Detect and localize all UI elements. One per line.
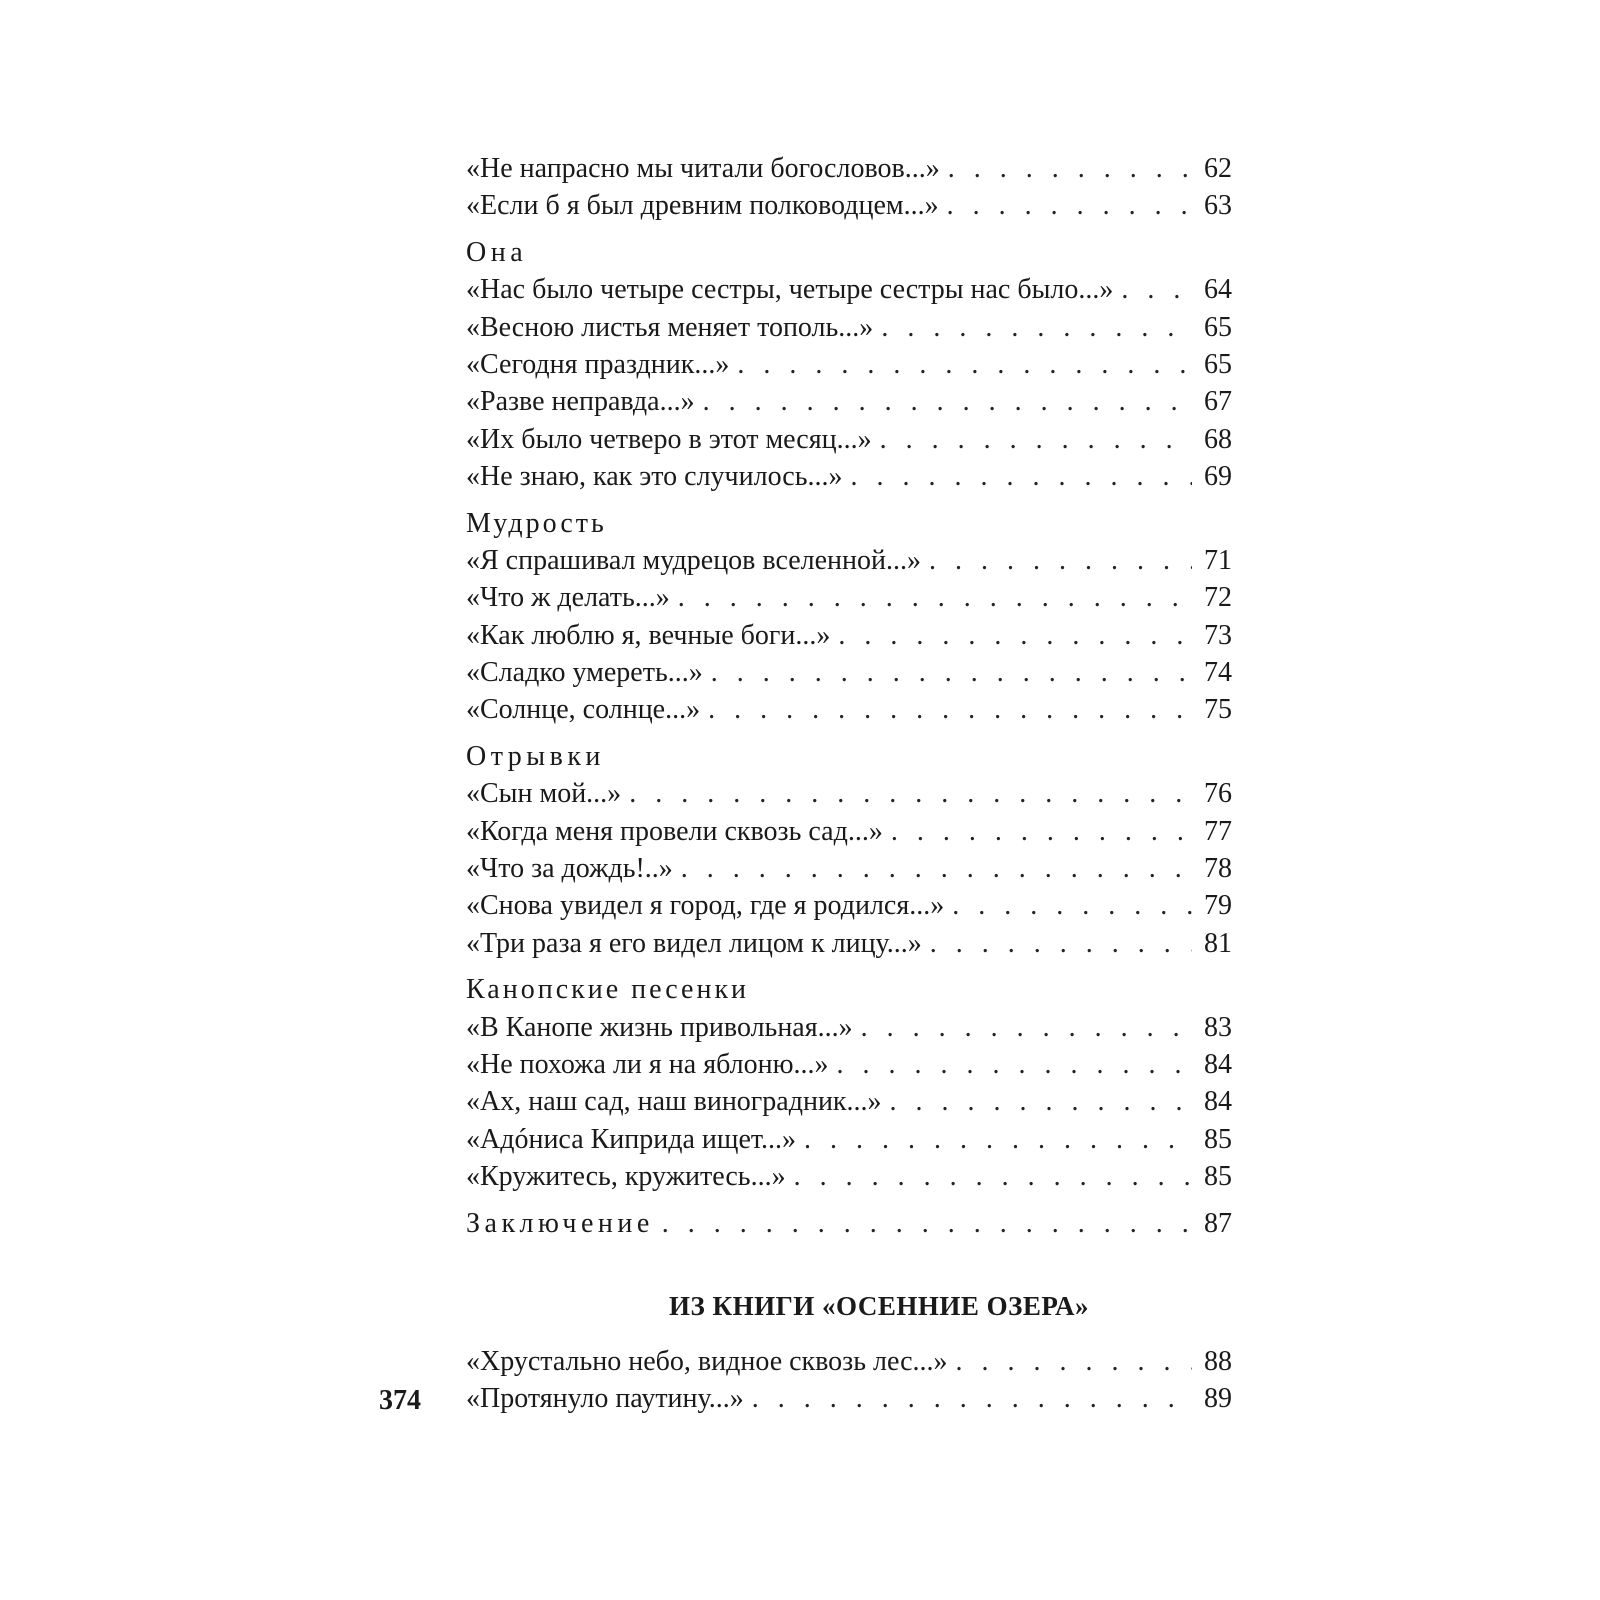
toc-entry-title: «Солнце, солнце...»	[466, 694, 701, 726]
toc-entry[interactable]	[466, 1046, 1232, 1083]
toc-entry[interactable]	[466, 458, 1232, 495]
toc-entry-title: «Разве неправда...»	[466, 386, 695, 418]
dot-leader	[881, 309, 1192, 346]
section-heading: Отрывки	[466, 740, 605, 772]
toc-entry-page: 67	[1204, 386, 1232, 418]
section-heading: Она	[466, 236, 528, 268]
toc-entry-title: «Весною листья меняет тополь...»	[466, 311, 874, 343]
toc-entry-page: 71	[1204, 544, 1232, 576]
dot-leader	[681, 850, 1192, 887]
table-of-contents	[466, 150, 1232, 1242]
toc-entry-page: 65	[1204, 311, 1232, 343]
toc-entry[interactable]	[466, 887, 1232, 924]
section-heading: Мудрость	[466, 507, 607, 539]
toc-entry-title: «Их было четверо в этот месяц...»	[466, 423, 872, 455]
toc-entry[interactable]	[466, 150, 1232, 187]
dot-leader	[947, 187, 1192, 224]
dot-leader	[1121, 271, 1192, 308]
toc-entry-page: 84	[1204, 1086, 1232, 1118]
toc-entry[interactable]	[466, 421, 1232, 458]
toc-entry[interactable]	[466, 383, 1232, 420]
toc-entry-page: 79	[1204, 890, 1232, 922]
toc-entry-page: 78	[1204, 853, 1232, 885]
toc-entry-page: 75	[1204, 694, 1232, 726]
toc-entry[interactable]	[466, 691, 1232, 728]
dot-leader	[930, 925, 1192, 962]
toc-entry-page: 68	[1204, 423, 1232, 455]
toc-entry[interactable]	[466, 346, 1232, 383]
toc-entry-title: «Протянуло паутину...»	[466, 1383, 744, 1415]
toc-entry-title: «Как люблю я, вечные боги...»	[466, 619, 831, 651]
toc-entry-title: «Что ж делать...»	[466, 582, 670, 614]
toc-entry-title: «Сладко умереть...»	[466, 657, 703, 689]
dot-leader	[737, 346, 1192, 383]
page-number: 374	[379, 1385, 421, 1416]
dot-leader	[629, 775, 1192, 812]
toc-entry-page: 69	[1204, 461, 1232, 493]
dot-leader	[678, 579, 1192, 616]
toc-entry-title: «Я спрашивал мудрецов вселенной...»	[466, 544, 921, 576]
dot-leader	[929, 542, 1192, 579]
dot-leader	[948, 150, 1192, 187]
section-heading: Канопские песенки	[466, 974, 750, 1006]
dot-leader	[880, 421, 1192, 458]
toc-entry[interactable]	[466, 775, 1232, 812]
toc-entry[interactable]	[466, 1343, 1232, 1380]
dot-leader	[708, 691, 1192, 728]
toc-entry-page: 63	[1204, 190, 1232, 222]
toc-entry-page: 65	[1204, 348, 1232, 380]
toc-entry-conclusion[interactable]	[466, 1205, 1232, 1242]
dot-leader	[711, 654, 1192, 691]
dot-leader	[752, 1380, 1192, 1417]
toc-entry-page: 74	[1204, 657, 1232, 689]
toc-entry-title: «Хрустально небо, видное сквозь лес...»	[466, 1346, 948, 1377]
toc-entry[interactable]	[466, 1121, 1232, 1158]
dot-leader	[952, 887, 1192, 924]
toc-entry-title: «Когда меня провели сквозь сад...»	[466, 815, 883, 847]
toc-entry[interactable]	[466, 271, 1232, 308]
toc-entry-page: 88	[1204, 1346, 1232, 1377]
toc-entry[interactable]	[466, 542, 1232, 579]
toc-entry-title: «Сегодня праздник...»	[466, 348, 730, 380]
toc-entry-page: 84	[1204, 1048, 1232, 1080]
toc-entry-title: «Три раза я его видел лицом к лицу...»	[466, 927, 922, 959]
dot-leader	[837, 1046, 1193, 1083]
toc-entry-page: 85	[1204, 1123, 1232, 1155]
toc-entry-page: 85	[1204, 1161, 1232, 1193]
dot-leader	[956, 1343, 1192, 1380]
toc-entry-page: 62	[1204, 153, 1232, 184]
toc-entry[interactable]	[466, 579, 1232, 616]
toc-entry-page: 76	[1204, 778, 1232, 810]
dot-leader	[891, 813, 1192, 850]
toc-entry[interactable]	[466, 1158, 1232, 1195]
dot-leader	[850, 458, 1192, 495]
dot-leader	[662, 1205, 1192, 1242]
toc-entry-title: «Сын мой...»	[466, 778, 622, 810]
toc-entry-title: «Не похожа ли я на яблоню...»	[466, 1048, 829, 1080]
toc-entry-page: 73	[1204, 619, 1232, 651]
toc-entry-title: «Что за дождь!..»	[466, 853, 673, 885]
toc-entry-title: «Ах, наш сад, наш виноградник...»	[466, 1086, 882, 1118]
toc-entry[interactable]	[466, 813, 1232, 850]
toc-entry[interactable]	[466, 850, 1232, 887]
toc-entry[interactable]	[466, 925, 1232, 962]
toc-entry-title: «Не напрасно мы читали богословов...»	[466, 153, 940, 184]
toc-entry-page: 72	[1204, 582, 1232, 614]
toc-entry-page: 81	[1204, 927, 1232, 959]
toc-entry-page: 87	[1204, 1207, 1232, 1239]
dot-leader	[794, 1158, 1192, 1195]
toc-entry-page: 83	[1204, 1011, 1232, 1043]
toc-entry-title: «В Канопе жизнь привольная...»	[466, 1011, 853, 1043]
book-section-title: ИЗ КНИГИ «ОСЕННИЕ ОЗЕРА»	[669, 1291, 1089, 1321]
toc-entry-page: 64	[1204, 274, 1232, 306]
dot-leader	[703, 383, 1192, 420]
toc-entry-title: «Не знаю, как это случилось...»	[466, 461, 843, 493]
toc-entry[interactable]	[466, 1009, 1232, 1046]
toc-entry[interactable]	[466, 617, 1232, 654]
toc-entry-title: «Снова увидел я город, где я родился...»	[466, 890, 945, 922]
toc-entry[interactable]	[466, 187, 1232, 224]
table-of-contents-second-book	[466, 1343, 1232, 1418]
dot-leader	[838, 617, 1192, 654]
toc-entry[interactable]	[466, 1083, 1232, 1120]
toc-entry-title: «Нас было четыре сестры, четыре сестры нас было...»	[466, 274, 1114, 306]
toc-entry[interactable]	[466, 1380, 1232, 1417]
dot-leader	[890, 1083, 1192, 1120]
toc-entry-title: «Адóниса Киприда ищет...»	[466, 1123, 797, 1155]
toc-entry-page: 89	[1204, 1383, 1232, 1415]
dot-leader	[804, 1121, 1192, 1158]
toc-entry-title: «Кружитесь, кружитесь...»	[466, 1161, 786, 1193]
toc-entry-title: Заключение	[466, 1207, 654, 1239]
toc-entry-page: 77	[1204, 815, 1232, 847]
toc-entry[interactable]	[466, 309, 1232, 346]
dot-leader	[861, 1009, 1192, 1046]
toc-entry-title: «Если б я был древним полководцем...»	[466, 190, 939, 222]
toc-entry[interactable]	[466, 654, 1232, 691]
